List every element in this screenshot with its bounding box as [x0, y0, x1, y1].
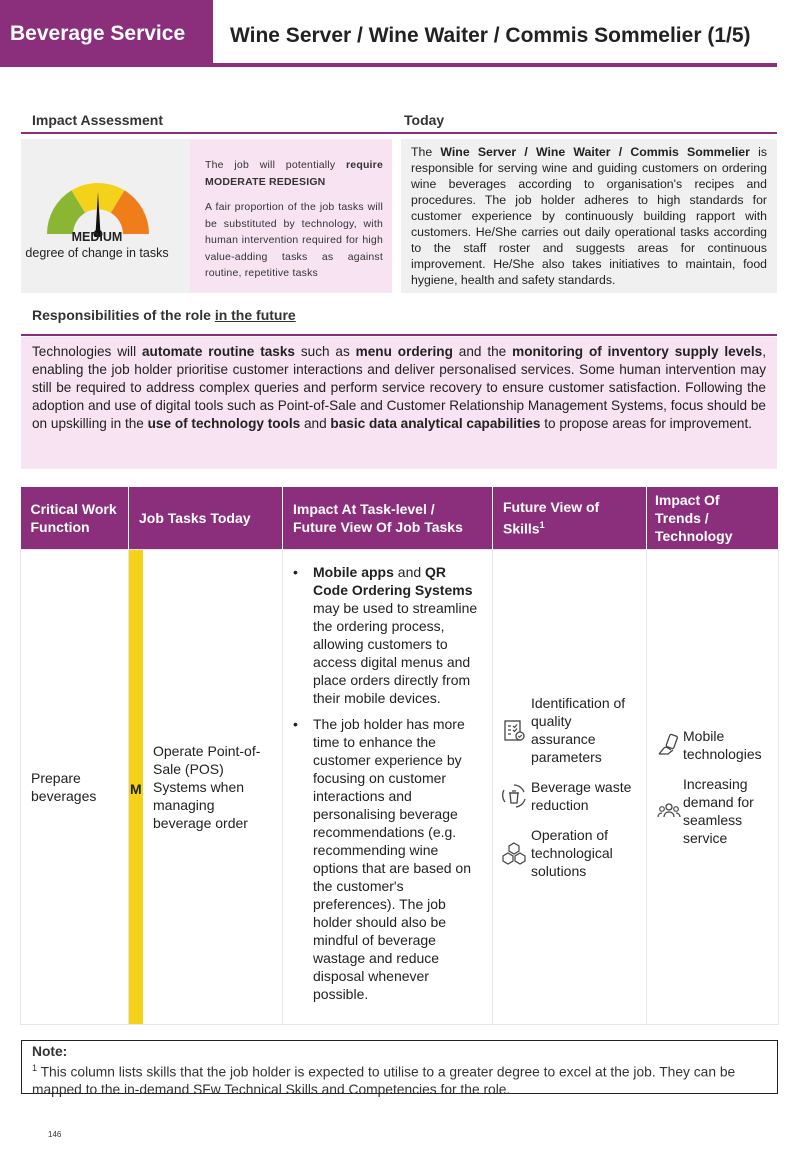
- header-rule: [213, 63, 777, 67]
- critical-work-function: Prepare beverages: [21, 550, 129, 1025]
- impact-level-marker: M: [130, 781, 142, 797]
- section-banner: [0, 0, 213, 67]
- trend-item: [655, 727, 772, 763]
- page-title: Wine Server / Wine Waiter / Commis Sommelier (1/5): [230, 24, 751, 47]
- bullet1-bold-1: Mobile apps: [313, 564, 394, 580]
- table-header-row: [21, 487, 779, 550]
- people-group-icon: [655, 798, 683, 824]
- note-text: This column lists skills that the job holder is expected to utilise to a greater degree to excel at the job. They can be mapped to the in-demand SFw Technical Skills and Competencies for the role.: [32, 1064, 736, 1097]
- trend-item: [655, 775, 772, 847]
- future-view-bullet-1: [293, 563, 482, 707]
- future-bold-2: menu ordering: [355, 344, 453, 359]
- future-text-3: and the: [452, 344, 513, 359]
- impact-line1-bold: require MODERATE REDESIGN: [205, 159, 383, 188]
- impact-description: [205, 157, 383, 291]
- future-text-1: Technologies will: [32, 344, 142, 359]
- header-trends: Impact Of Trends / Technology: [647, 487, 779, 550]
- future-heading: [32, 307, 296, 323]
- skill-label: Beverage waste reduction: [531, 779, 632, 813]
- note-heading: Note:: [32, 1044, 68, 1059]
- header-skills: [493, 487, 647, 550]
- trends-cell: [647, 550, 779, 1025]
- header-skills-sup: 1: [539, 520, 545, 531]
- today-role-name: Wine Server / Wine Waiter / Commis Sommelier: [440, 145, 750, 159]
- skill-label: Identification of quality assurance parameters: [531, 695, 626, 765]
- trend-label: Mobile technologies: [683, 728, 762, 762]
- skill-item: [499, 826, 638, 880]
- impact-panel: [21, 139, 392, 293]
- recycle-bin-icon: [499, 782, 529, 810]
- gauge-icon: [43, 157, 153, 237]
- header-function: Critical Work Function: [21, 487, 129, 550]
- bullet1-text-1: and: [393, 564, 426, 580]
- future-bold-1: automate routine tasks: [141, 344, 295, 359]
- footnote-box: [21, 1040, 778, 1097]
- impact-line1-text: The job will potentially: [205, 159, 346, 171]
- future-view-bullet-2: • The job holder has more time to enhance the customer experience by focusing on customer interactions and personalising beverage recommendations (e.g. recommending wine options that are based on the customer's preferences). The job holder should also be mindful of beverage wastage and reduce disposal whenever possible.: [293, 715, 482, 1003]
- page-number: 146: [48, 1130, 62, 1139]
- quality-checklist-icon: [499, 716, 529, 744]
- table-row: [21, 550, 779, 1025]
- header-tasks: Job Tasks Today: [129, 487, 283, 550]
- impact-heading: Impact Assessment: [32, 112, 163, 128]
- trend-label: Increasing demand for seamless service: [683, 776, 754, 846]
- impact-rule: [21, 132, 777, 134]
- gauge-label: [21, 229, 173, 261]
- section-title: Beverage Service: [10, 22, 186, 45]
- future-heading-underline: in the future: [214, 307, 296, 323]
- job-task-table: [20, 487, 779, 1025]
- impact-line2: A fair proportion of the job tasks will be substituted by technology, with human intervention required for high value-adding tasks as against routine, repetitive tasks: [205, 201, 383, 279]
- future-bold-5: basic data analytical capabilities: [330, 416, 541, 431]
- future-rule: [21, 334, 777, 336]
- future-bold-4: use of technology tools: [147, 416, 301, 431]
- hand-phone-icon: [655, 732, 683, 758]
- future-text-6: to propose areas for improvement.: [540, 416, 753, 431]
- note-sup: 1: [32, 1063, 38, 1073]
- header-skills-label: Future View of Skills: [503, 499, 600, 537]
- job-task-cell: [129, 550, 283, 1025]
- today-text-post: is responsible for serving wine and guiding customers on ordering wine beverages according to organisation's recipes and procedures. The job holder adheres to high standards for customer experience by continuously building rapport with customers. He/She carries out daily operational tasks according to the staff roster and suggests areas for continuous improvement. He/She also takes initiatives to maintain, food hygiene, health and safety standards.: [411, 145, 767, 287]
- future-text-4: , enabling the job holder prioritise customer interactions and deliver personalised services. Some human intervention may still be required to address complex queries and perform service recovery to ensure customer satisfaction. Following the adoption and use of digital tools such as Point-of-Sale and Customer Relationship Management Systems, focus should be on upskilling in the: [32, 344, 766, 431]
- skill-label: Operation of technological solutions: [531, 827, 613, 879]
- future-view-cell: [283, 550, 493, 1025]
- impact-level: MEDIUM: [71, 230, 123, 244]
- future-heading-text: Responsibilities of the role: [32, 307, 215, 323]
- today-text-pre: The: [411, 145, 441, 159]
- skill-item: [499, 778, 638, 814]
- job-task-text: Operate Point-of-Sale (POS) Systems when managing beverage order: [153, 743, 261, 831]
- future-panel: [21, 337, 777, 469]
- future-bold-3: monitoring of inventory supply levels: [512, 344, 763, 359]
- skill-item: [499, 694, 638, 766]
- today-heading: Today: [404, 112, 445, 128]
- cubes-icon: [499, 839, 529, 867]
- bullet1-text-2: may be used to streamline the ordering process, allowing customers to access digital menus and place orders directly from their mobile devices.: [313, 600, 478, 706]
- future-text-5: and: [300, 416, 331, 431]
- today-panel: [401, 139, 777, 293]
- header-impact: Impact At Task-level / Future View Of Job Tasks: [283, 487, 493, 550]
- impact-level-caption: degree of change in tasks: [25, 246, 169, 260]
- skills-cell: [493, 550, 647, 1025]
- future-text-2: such as: [294, 344, 356, 359]
- bullet1-bold-2: QR Code Ordering Systems: [313, 564, 473, 598]
